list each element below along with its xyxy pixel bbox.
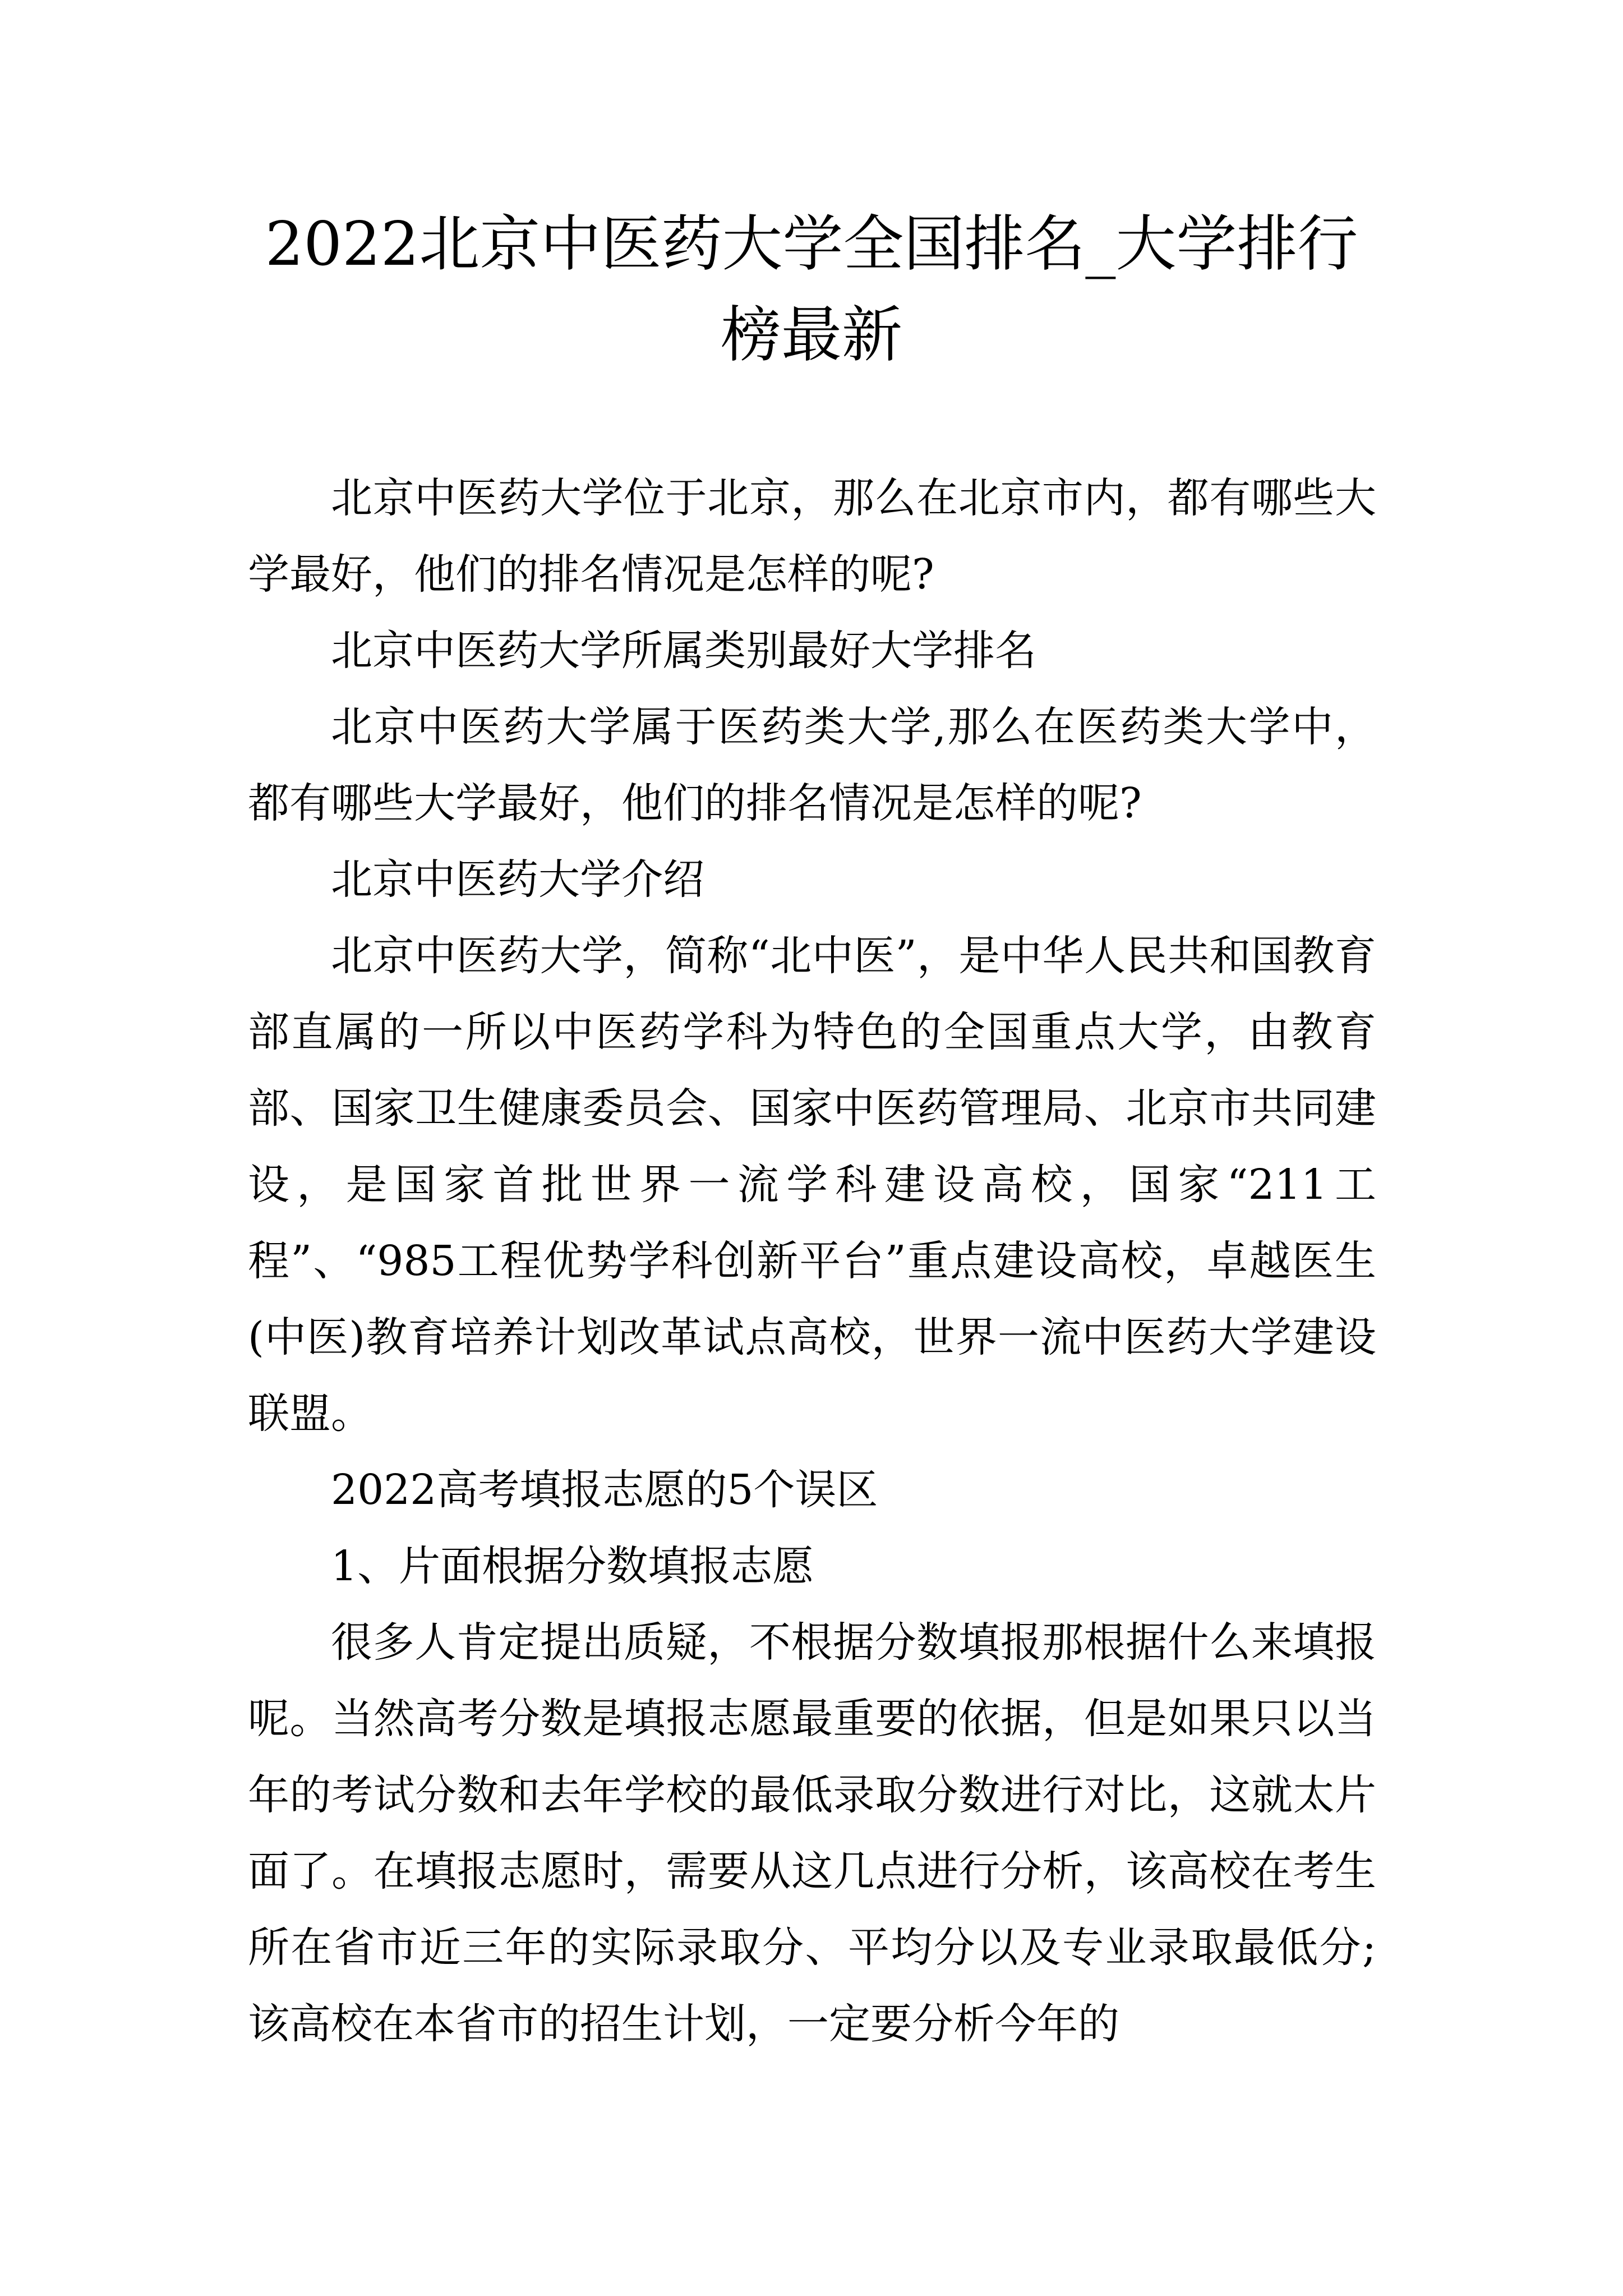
document-title: 2022北京中医药大学全国排名_大学排行榜最新 bbox=[265, 209, 1358, 370]
paragraph: 北京中医药大学所属类别最好大学排名 bbox=[331, 627, 1036, 675]
paragraph: 1、片面根据分数填报志愿 bbox=[331, 1542, 814, 1590]
paragraph: 北京中医药大学介绍 bbox=[331, 855, 704, 904]
paragraph: 2022高考填报志愿的5个误区 bbox=[331, 1466, 878, 1514]
paragraph: 北京中医药大学，简称“北中医”，是中华人民共和国教育部直属的一所以中医药学科为特色的全国重点大学，由教育部、国家卫生健康委员会、国家中医药管理局、北京市共同建设，是国家首批世界一流学科建设高校，国家“211工程”、“985工程优势学科创新平台”重点建设高校，卓越医生(中医)教育培养计划改革试点高校，世界一流中医药大学建设联盟。 bbox=[248, 932, 1376, 1438]
paragraph: 北京中医药大学位于北京，那么在北京市内，都有哪些大学最好，他们的排名情况是怎样的呢? bbox=[248, 474, 1376, 599]
paragraph: 很多人肯定提出质疑，不根据分数填报那根据什么来填报呢。当然高考分数是填报志愿最重要的依据，但是如果只以当年的考试分数和去年学校的最低录取分数进行对比，这就太片面了。在填报志愿时，需要从这几点进行分析，该高校在考生所在省市近三年的实际录取分、平均分以及专业录取最低分;该高校在本省市的招生计划，一定要分析今年的 bbox=[248, 1618, 1376, 2048]
document-body bbox=[248, 460, 1376, 2062]
paragraph: 北京中医药大学属于医药类大学,那么在医药类大学中，都有哪些大学最好，他们的排名情况是怎样的呢? bbox=[248, 703, 1376, 827]
